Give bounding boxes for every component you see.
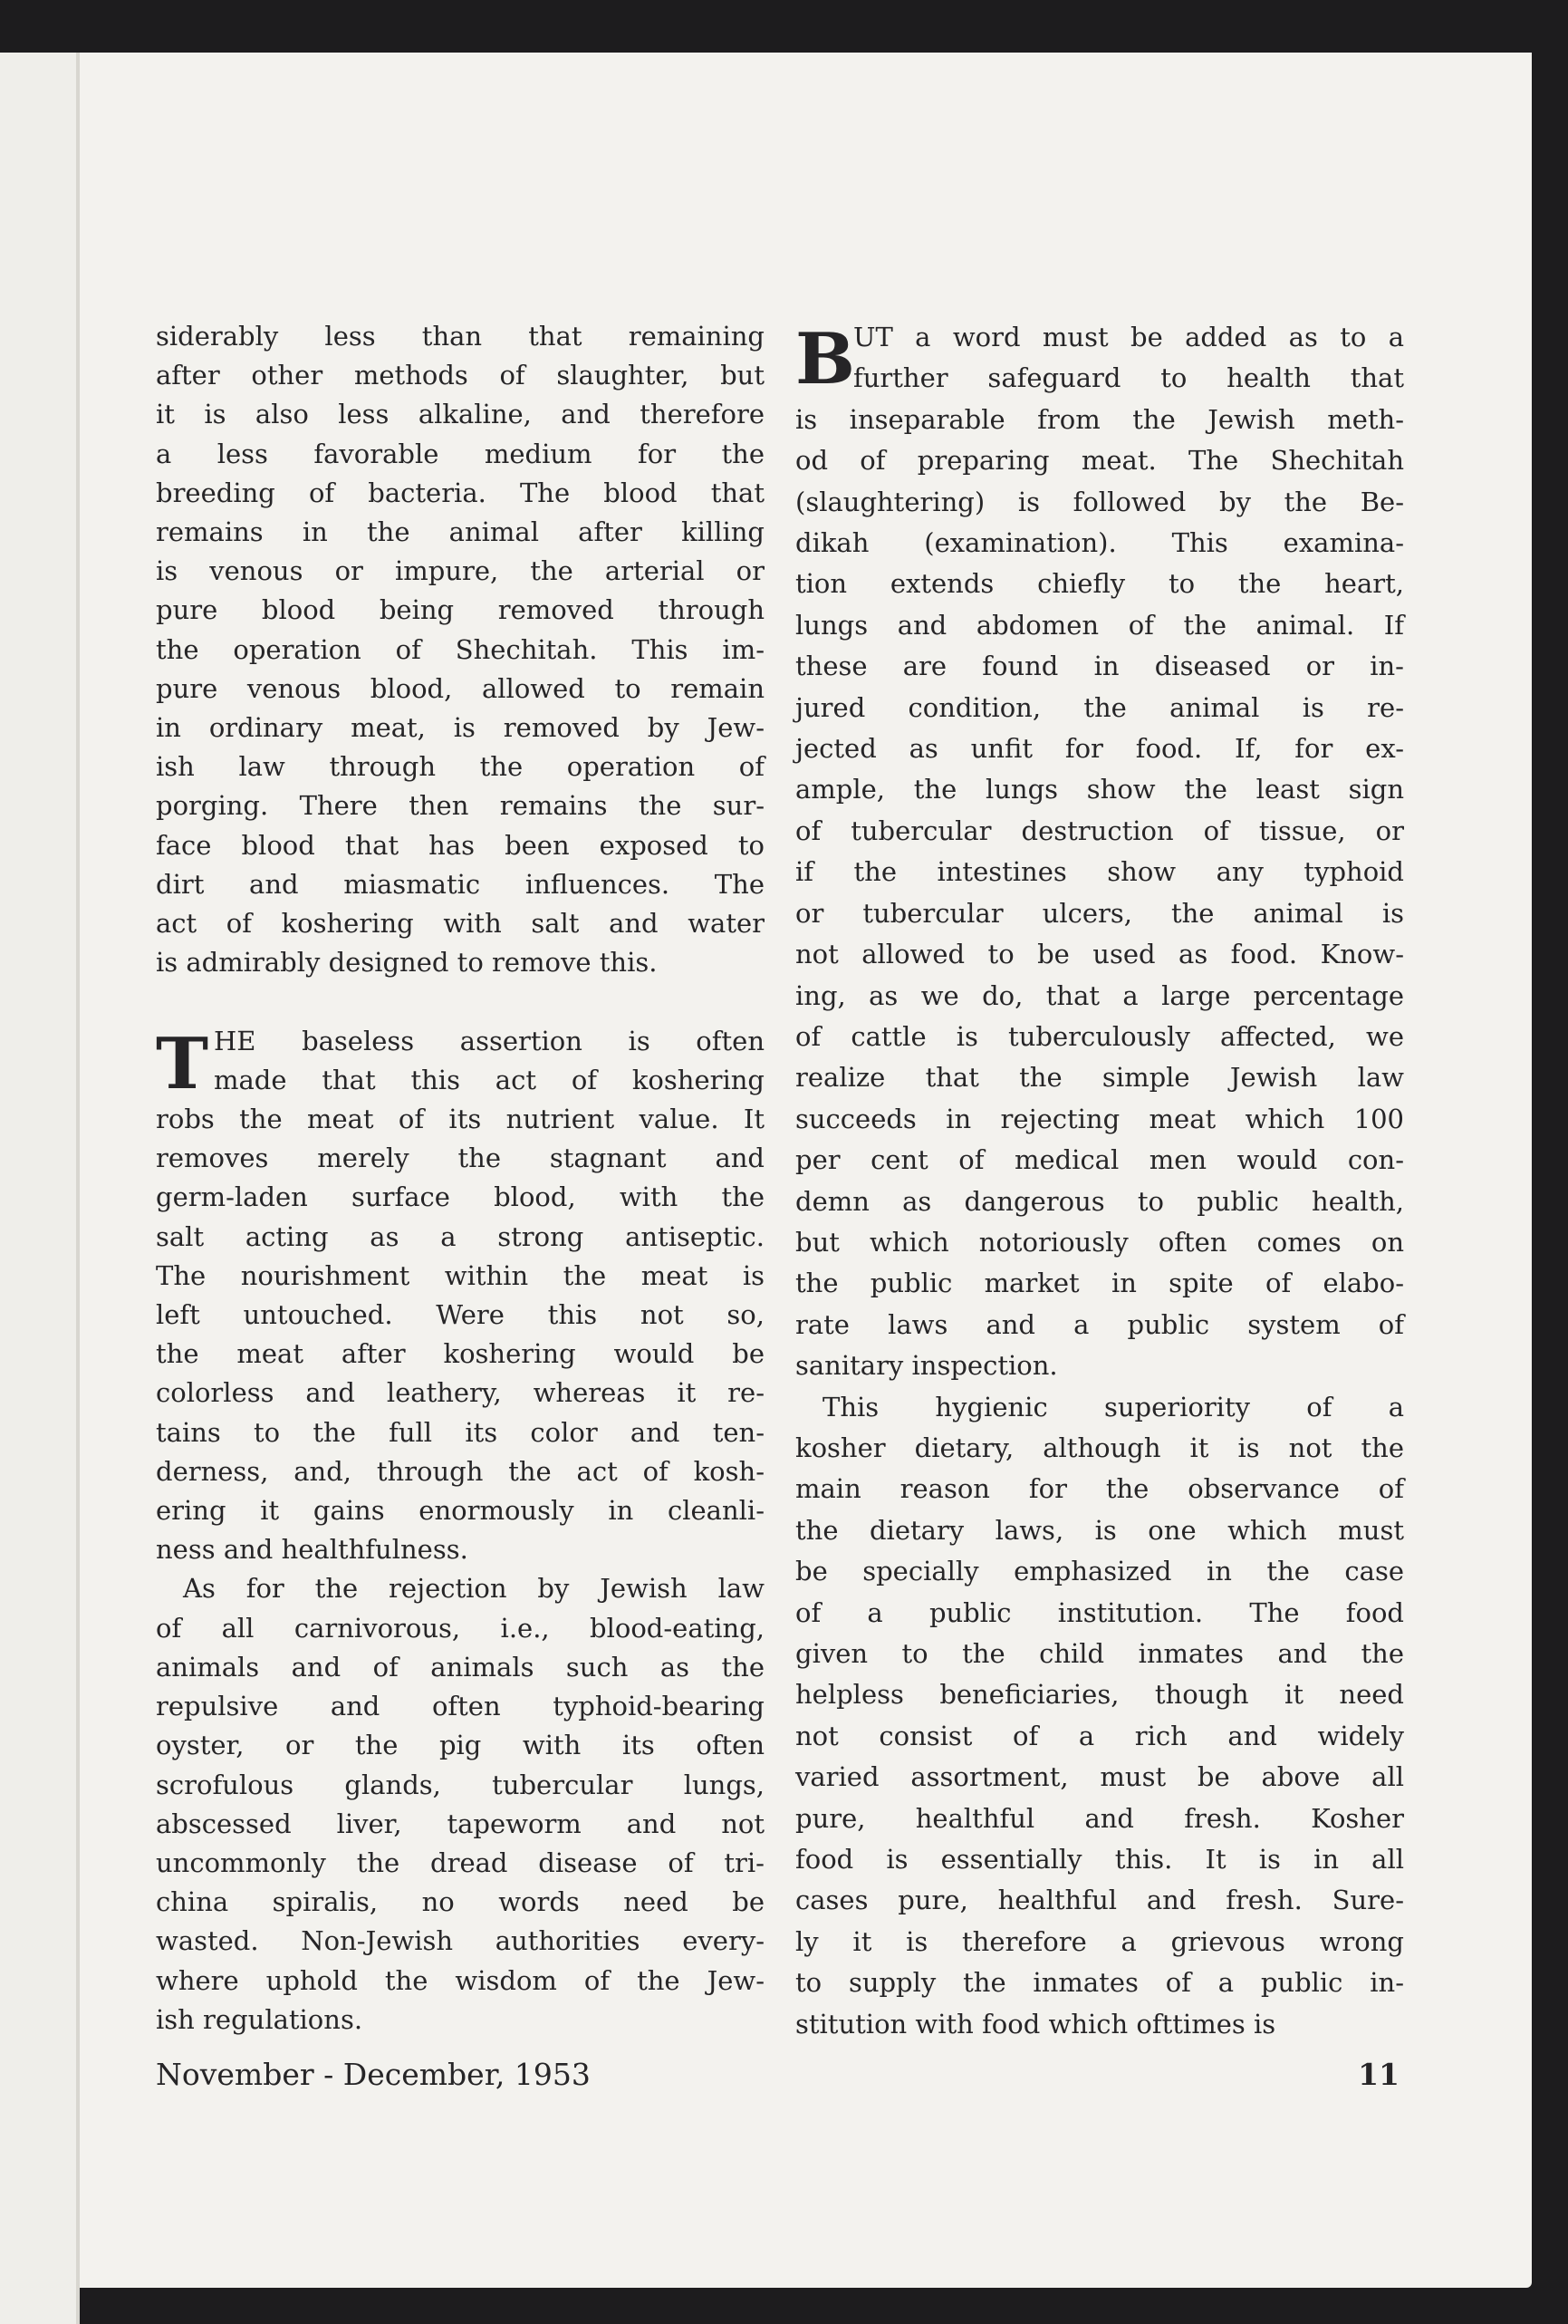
text-line: face blood that has been exposed to bbox=[156, 829, 765, 861]
text-line: where uphold the wisdom of the Jew- bbox=[156, 1964, 765, 1996]
text-line: robs the meat of its nutrient value. It bbox=[156, 1104, 765, 1135]
text-line: pure blood being removed through bbox=[156, 594, 765, 626]
text-line: is admirably designed to remove this. bbox=[156, 947, 658, 979]
text-line: (slaughtering) is followed by the Be- bbox=[795, 486, 1404, 517]
text-line: the operation of Shechitah. This im- bbox=[156, 633, 765, 665]
text-line: tains to the full its color and ten- bbox=[156, 1416, 765, 1448]
text-line: a less favorable medium for the bbox=[156, 438, 765, 469]
text-line: the public market in spite of elabo- bbox=[795, 1268, 1404, 1299]
text-line: the dietary laws, is one which must bbox=[795, 1514, 1404, 1546]
text-line: od of preparing meat. The Shechitah bbox=[795, 445, 1404, 477]
text-line: germ-laden surface blood, with the bbox=[156, 1181, 765, 1213]
text-line: removes merely the stagnant and bbox=[156, 1143, 765, 1174]
text-line: of cattle is tuberculously affected, we bbox=[795, 1020, 1404, 1052]
text-line: of tubercular destruction of tissue, or bbox=[795, 815, 1404, 846]
text-line: further safeguard to health that bbox=[853, 362, 1404, 394]
text-line: dirt and miasmatic influences. The bbox=[156, 868, 765, 900]
text-line: abscessed liver, tapeworm and not bbox=[156, 1808, 765, 1839]
text-line: pure, healthful and fresh. Kosher bbox=[795, 1802, 1404, 1834]
text-line: breeding of bacteria. The blood that bbox=[156, 477, 765, 508]
left-column bbox=[156, 317, 765, 2040]
text-line: ness and healthfulness. bbox=[156, 1534, 468, 1566]
text-line: made that this act of koshering bbox=[214, 1064, 765, 1095]
text-line: if the intestines show any typhoid bbox=[795, 856, 1404, 888]
text-line: As for the rejection by Jewish law bbox=[183, 1573, 765, 1605]
text-line: varied assortment, must be above all bbox=[795, 1761, 1404, 1793]
text-line: tion extends chiefly to the heart, bbox=[795, 568, 1404, 600]
text-line: food is essentially this. It is in all bbox=[795, 1844, 1404, 1876]
text-line: act of koshering with salt and water bbox=[156, 908, 765, 940]
text-line: wasted. Non-Jewish authorities every- bbox=[156, 1925, 765, 1957]
paragraph bbox=[156, 317, 765, 982]
text-line: siderably less than that remaining bbox=[156, 321, 765, 352]
previous-page-edge bbox=[0, 53, 78, 2324]
text-line: given to the child inmates and the bbox=[795, 1638, 1404, 1669]
paragraph bbox=[156, 1022, 765, 1570]
drop-cap: B bbox=[795, 318, 855, 400]
text-line: lungs and abdomen of the animal. If bbox=[795, 609, 1404, 641]
paragraph bbox=[795, 317, 1404, 1387]
text-line: This hygienic superiority of a bbox=[822, 1391, 1404, 1422]
text-line: helpless beneficiaries, though it need bbox=[795, 1679, 1404, 1711]
text-line: salt acting as a strong antiseptic. bbox=[156, 1220, 765, 1252]
text-line: jured condition, the animal is re- bbox=[795, 691, 1404, 723]
text-line: or tubercular ulcers, the animal is bbox=[795, 897, 1404, 929]
text-line: china spiralis, no words need be bbox=[156, 1886, 765, 1918]
text-line: cases pure, healthful and fresh. Sure- bbox=[795, 1885, 1404, 1916]
text-line: pure venous blood, allowed to remain bbox=[156, 672, 765, 704]
text-line: not consist of a rich and widely bbox=[795, 1720, 1404, 1751]
paragraph bbox=[795, 1387, 1404, 2046]
text-line: realize that the simple Jewish law bbox=[795, 1062, 1404, 1094]
text-line: ish regulations. bbox=[156, 2003, 363, 2035]
text-line: ish law through the operation of bbox=[156, 751, 765, 783]
text-line: left untouched. Were this not so, bbox=[156, 1299, 765, 1331]
text-line: ering it gains enormously in cleanli- bbox=[156, 1495, 765, 1527]
text-line: jected as unfit for food. If, for ex- bbox=[795, 733, 1404, 765]
text-line: kosher dietary, although it is not the bbox=[795, 1432, 1404, 1463]
text-line: ample, the lungs show the least sign bbox=[795, 774, 1404, 805]
issue-date: November - December, 1953 bbox=[156, 2057, 591, 2092]
right-column bbox=[795, 317, 1404, 2045]
text-line: oyster, or the pig with its often bbox=[156, 1730, 765, 1761]
text-line: the meat after koshering would be bbox=[156, 1338, 765, 1370]
text-line: UT a word must be added as to a bbox=[853, 322, 1404, 352]
text-line: these are found in diseased or in- bbox=[795, 651, 1404, 682]
text-line: to supply the inmates of a public in- bbox=[795, 1967, 1404, 1999]
document-page bbox=[80, 53, 1532, 2288]
text-line: after other methods of slaughter, but bbox=[156, 360, 765, 391]
text-line: repulsive and often typhoid-bearing bbox=[156, 1691, 765, 1722]
text-line: uncommonly the dread disease of tri- bbox=[156, 1847, 765, 1878]
text-line: in ordinary meat, is removed by Jew- bbox=[156, 712, 765, 744]
text-line: of all carnivorous, i.e., blood-eating, bbox=[156, 1612, 765, 1644]
text-line: of a public institution. The food bbox=[795, 1596, 1404, 1628]
text-line: porging. There then remains the sur- bbox=[156, 790, 765, 822]
text-line: be specially emphasized in the case bbox=[795, 1556, 1404, 1587]
text-line: it is also less alkaline, and therefore bbox=[156, 399, 765, 430]
text-line: per cent of medical men would con- bbox=[795, 1144, 1404, 1176]
text-line: stitution with food which ofttimes is bbox=[795, 2008, 1276, 2040]
text-line: colorless and leathery, whereas it re- bbox=[156, 1377, 765, 1409]
text-line: ing, as we do, that a large percentage bbox=[795, 979, 1404, 1011]
text-line: remains in the animal after killing bbox=[156, 516, 765, 548]
text-line: derness, and, through the act of kosh- bbox=[156, 1455, 765, 1487]
text-line: not allowed to be used as food. Know- bbox=[795, 939, 1404, 970]
text-line: HE baseless assertion is often bbox=[214, 1025, 765, 1056]
text-line: rate laws and a public system of bbox=[795, 1308, 1404, 1340]
paragraph bbox=[156, 1569, 765, 2039]
text-line: The nourishment within the meat is bbox=[156, 1259, 765, 1291]
drop-cap: T bbox=[156, 1022, 209, 1105]
text-line: sanitary inspection. bbox=[795, 1350, 1058, 1382]
text-line: is venous or impure, the arterial or bbox=[156, 555, 765, 587]
text-line: succeeds in rejecting meat which 100 bbox=[795, 1103, 1404, 1134]
text-line: is inseparable from the Jewish meth- bbox=[795, 403, 1404, 435]
text-line: ly it is therefore a grievous wrong bbox=[795, 1925, 1404, 1957]
text-line: main reason for the observance of bbox=[795, 1473, 1404, 1505]
text-line: scrofulous glands, tubercular lungs, bbox=[156, 1769, 765, 1800]
page-number: 11 bbox=[1358, 2057, 1400, 2092]
text-line: but which notoriously often comes on bbox=[795, 1226, 1404, 1258]
text-line: demn as dangerous to public health, bbox=[795, 1185, 1404, 1217]
text-line: dikah (examination). This examina- bbox=[795, 527, 1404, 559]
text-line: animals and of animals such as the bbox=[156, 1651, 765, 1683]
